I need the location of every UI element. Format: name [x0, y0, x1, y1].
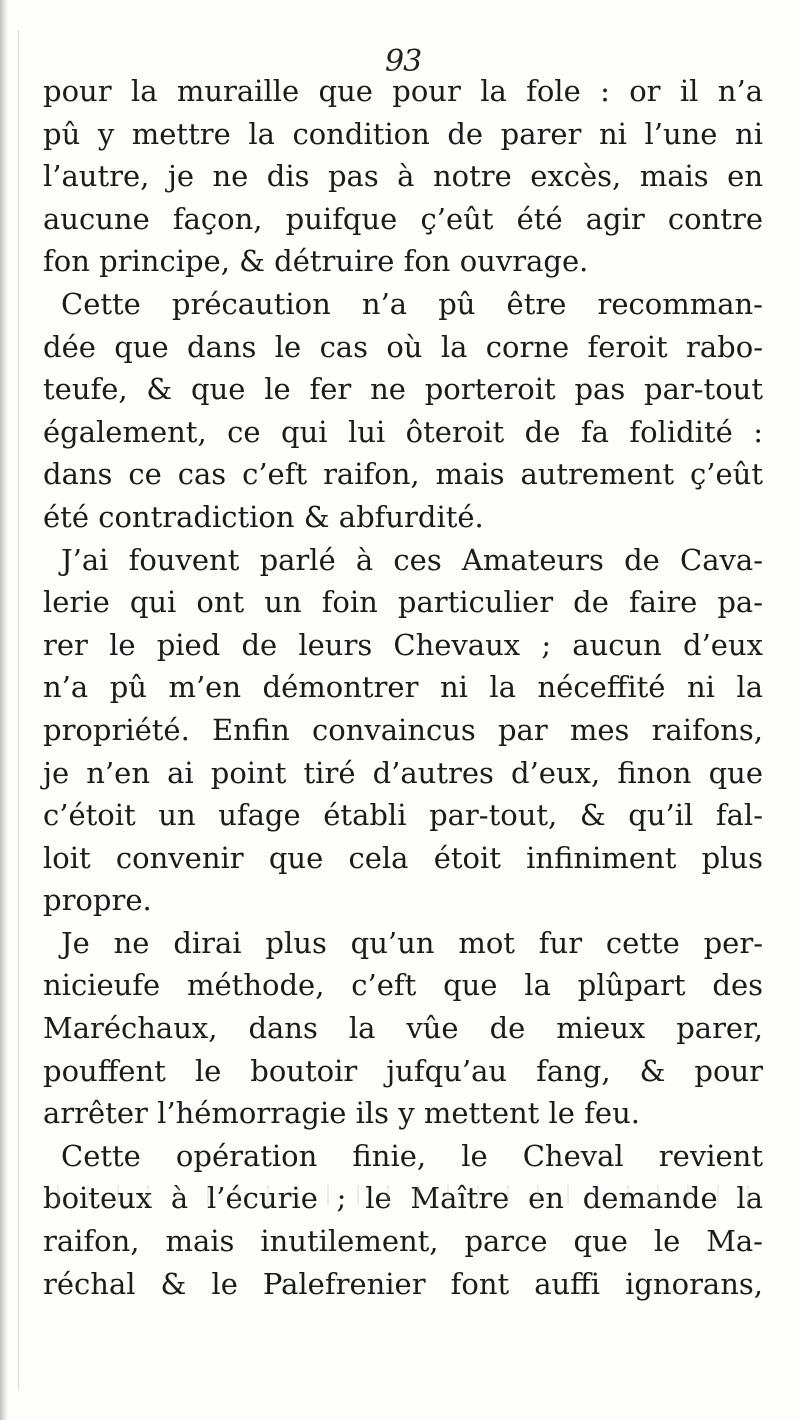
text-line: l’autre, je ne dis pas à notre excès, mais en — [43, 159, 763, 194]
text-line: n’a pû m’en démontrer ni la néceffité ni la — [43, 670, 763, 705]
text-line: boiteux à l’écurie ; le Maître en demande la — [43, 1181, 763, 1216]
text-line: aucune façon, puifque ç’eût été agir contre — [43, 201, 763, 236]
text-line: dans ce cas c’eft raifon, mais autrement ç’eût — [43, 457, 763, 492]
text-line: pour la muraille que pour la fole : or il n’a — [43, 74, 763, 108]
text-line: également, ce qui lui ôteroit de fa folidité : — [43, 414, 763, 449]
text-line: pû y mettre la condition de parer ni l’une ni — [43, 116, 763, 151]
gutter-line — [18, 30, 19, 1390]
page-gutter-shadow — [0, 0, 8, 1420]
text-line: lerie qui ont un foin particulier de faire pa- — [43, 585, 763, 620]
text-line: teufe, & que le fer ne porteroit pas par-tout — [43, 372, 763, 407]
show-through-texture — [43, 1185, 763, 1205]
text-line: Je ne dirai plus qu’un mot fur cette per- — [61, 925, 763, 960]
text-line: pouffent le boutoir jufqu’au fang, & pour — [43, 1053, 763, 1088]
text-line: réchal & le Palefrenier font auffi ignorans, — [43, 1266, 763, 1301]
text-line: loit convenir que cela étoit infiniment plus — [43, 840, 763, 875]
text-line: propriété. Enfin convaincus par mes raifons, — [43, 712, 763, 747]
body-text — [43, 70, 763, 1305]
text-line: Cette précaution n’a pû être recomman- — [61, 286, 763, 321]
text-line: Cette opération finie, le Cheval revient — [61, 1138, 763, 1173]
text-line: propre. — [43, 883, 152, 918]
text-line: J’ai fouvent parlé à ces Amateurs de Cava- — [61, 542, 763, 577]
text-line: dée que dans le cas où la corne feroit rabo- — [43, 329, 763, 364]
text-line: été contradiction & abfurdité. — [43, 499, 484, 534]
text-line: nicieufe méthode, c’eft que la plûpart des — [43, 968, 763, 1003]
text-line: je n’en ai point tiré d’autres d’eux, finon que — [43, 755, 763, 790]
page-number: 93 — [385, 44, 422, 79]
text-line: rer le pied de leurs Chevaux ; aucun d’eux — [43, 627, 763, 662]
text-line: Maréchaux, dans la vûe de mieux parer, — [43, 1011, 763, 1046]
text-line: raifon, mais inutilement, parce que le Ma- — [43, 1224, 763, 1259]
text-line: fon principe, & détruire fon ouvrage. — [43, 244, 589, 279]
text-line: arrêter l’hémorragie ils y mettent le feu. — [43, 1096, 640, 1131]
text-line: c’étoit un ufage établi par-tout, & qu’il fal- — [43, 798, 763, 833]
